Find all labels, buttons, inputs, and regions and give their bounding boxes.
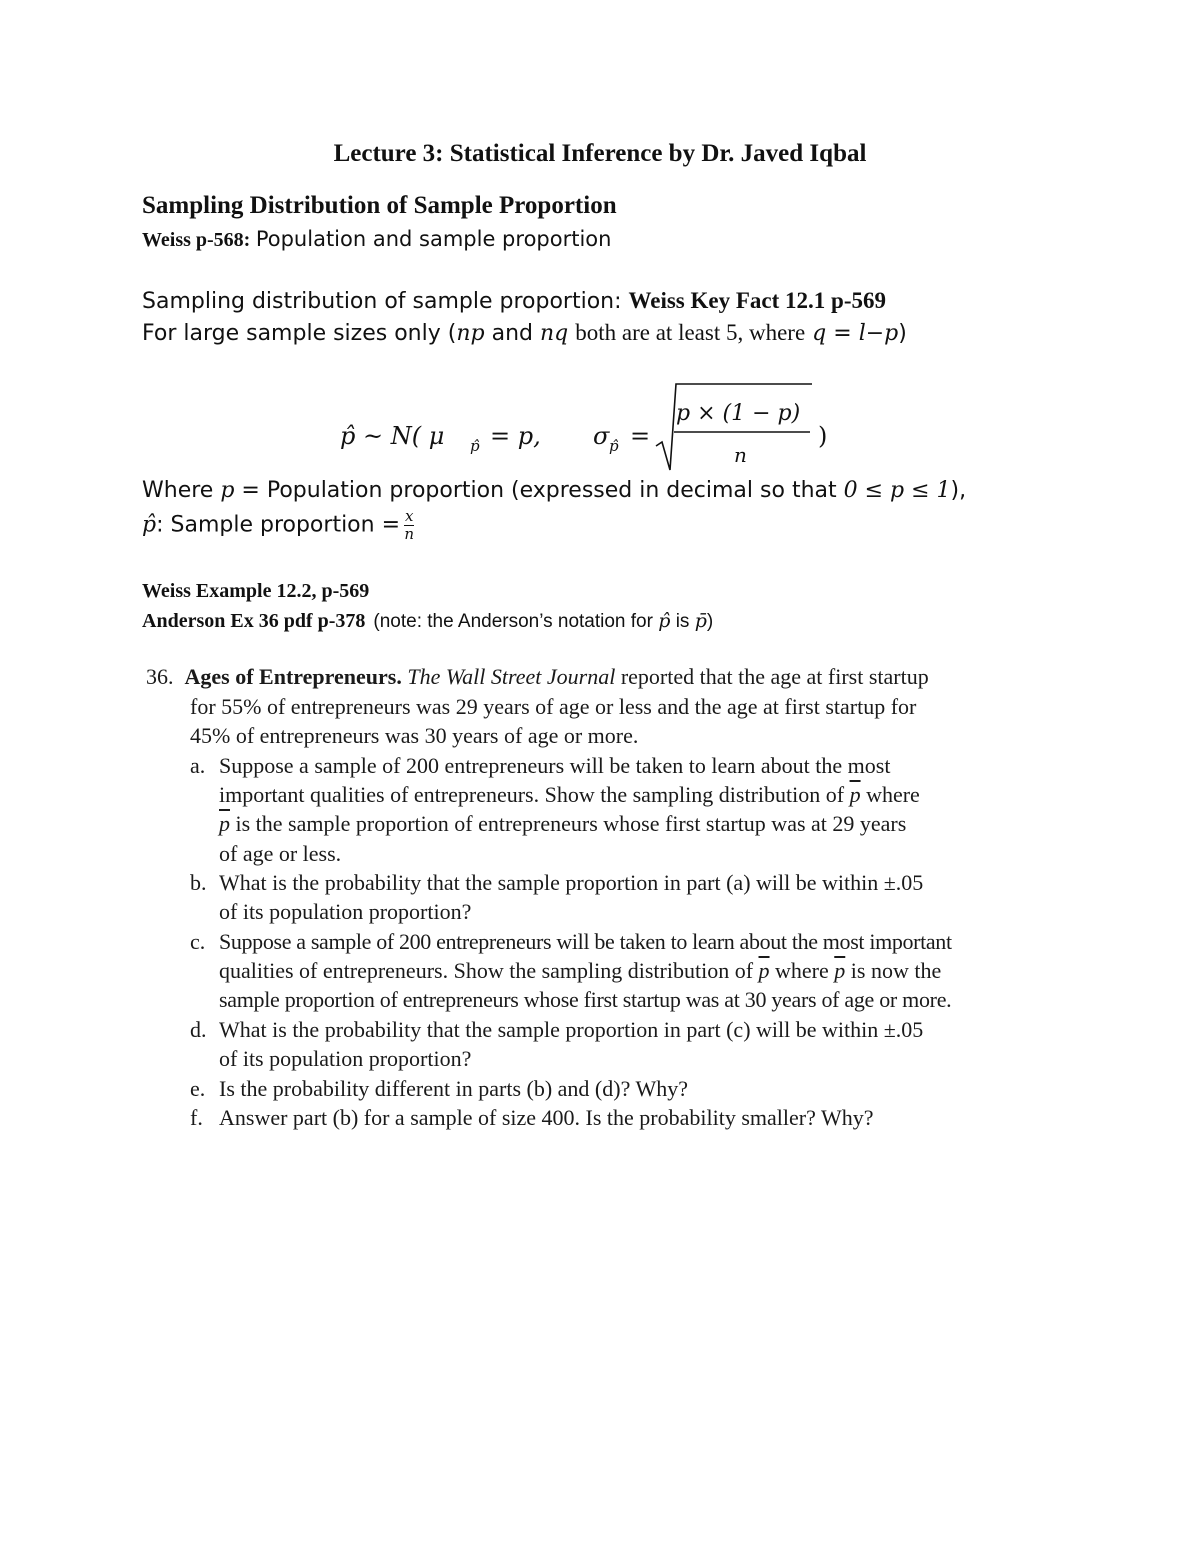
anderson-note-prefix: (note: the Anderson’s notation for xyxy=(373,611,653,632)
part-a-line-2-text: important qualities of entrepreneurs. Show the sampling distribution of xyxy=(219,782,845,807)
part-f-label: f. xyxy=(190,1105,203,1130)
formula-numerator: p × (1 − p) xyxy=(676,401,801,426)
part-c-line-2-text: qualities of entrepreneurs. Show the sampling distribution of xyxy=(219,958,754,983)
formula-mean-equals: = p, xyxy=(490,422,541,450)
exercise-intro-2: for 55% of entrepreneurs was 29 years of age or less and the age at first startup for xyxy=(190,694,917,719)
exercise-36-header xyxy=(146,664,929,690)
part-c-pbar: $\overline{p}$ xyxy=(758,958,770,983)
part-c-is-now: is now the xyxy=(850,958,942,983)
phat-denominator: n xyxy=(404,525,415,543)
key-fact-line xyxy=(142,288,886,314)
exercise-number: 36. xyxy=(146,664,174,689)
where-text-3: ), xyxy=(950,478,967,503)
anderson-note-pbar: p̄ xyxy=(694,610,707,632)
formula-denominator: n xyxy=(734,443,747,467)
where-p-definition xyxy=(142,478,966,503)
condition-np: np xyxy=(456,321,485,346)
where-text-1: Where xyxy=(142,478,214,503)
where-text-2: = Population proportion (expressed in decimal so that xyxy=(241,478,837,503)
part-b-line-1: What is the probability that the sample proportion in part (a) will be within ±.05 xyxy=(219,870,924,895)
condition-text-2: and xyxy=(491,321,533,346)
part-c-line-3: sample proportion of entrepreneurs whose first startup was at 30 years of age or more. xyxy=(219,987,952,1012)
phat-text: : Sample proportion = xyxy=(156,512,401,538)
where-inequality: 0 ≤ p ≤ 1 xyxy=(843,478,951,503)
formula-svg xyxy=(0,380,1200,475)
condition-equals: = xyxy=(833,321,852,346)
section-heading: Sampling Distribution of Sample Proportion xyxy=(142,192,617,219)
anderson-note-close: ) xyxy=(706,611,714,632)
part-a-pbar-2: $\overline{p}$ xyxy=(219,811,230,836)
part-a-line-2 xyxy=(219,782,920,808)
formula-sigma-equals: = xyxy=(630,422,651,450)
anderson-reference-line xyxy=(142,610,713,633)
part-e-line-1: Is the probability different in parts (b) and (d)? Why? xyxy=(219,1076,688,1101)
sampling-distribution-formula xyxy=(0,380,1200,475)
part-a-label: a. xyxy=(190,753,206,778)
part-c-line-2 xyxy=(219,958,941,984)
part-c-where: where xyxy=(775,958,829,983)
weiss-example-reference: Weiss Example 12.2, p-569 xyxy=(142,580,370,602)
part-a-line-1: Suppose a sample of 200 entrepreneurs will be taken to learn about the most xyxy=(219,753,891,778)
phat-symbol: p̂ xyxy=(142,512,157,538)
formula-sigma-subscript: p̂ xyxy=(609,437,619,455)
anderson-note xyxy=(373,611,713,632)
part-e-label: e. xyxy=(190,1076,206,1101)
part-a-line-3-text: is the sample proportion of entrepreneurs whose first startup was at 29 years xyxy=(235,811,907,836)
part-a-line-3 xyxy=(219,811,906,837)
exercise-intro-3: 45% of entrepreneurs was 30 years of age or more. xyxy=(190,723,639,748)
part-b-label: b. xyxy=(190,870,207,895)
large-sample-condition xyxy=(142,320,907,346)
condition-text-3: both are at least 5, where xyxy=(575,320,806,345)
part-c-line-1: Suppose a sample of 200 entrepreneurs will be taken to learn about the most important xyxy=(219,929,952,954)
weiss-reference-text: Population and sample proportion xyxy=(255,227,612,251)
condition-nq: nq xyxy=(539,321,569,346)
formula-lhs: p̂ ~ N( μ xyxy=(340,422,445,450)
condition-text-1: For large sample sizes only ( xyxy=(142,321,457,346)
weiss-reference-label: Weiss p-568: xyxy=(142,229,251,251)
exercise-intro-1: reported that the age at first startup xyxy=(620,664,929,689)
where-p: p xyxy=(220,478,235,503)
part-d-line-2: of its population proportion? xyxy=(219,1046,472,1071)
formula-mu-subscript: p̂ xyxy=(470,437,480,455)
condition-close: ) xyxy=(898,321,907,346)
phat-definition xyxy=(142,508,414,543)
part-f-line-1: Answer part (b) for a sample of size 400. Is the probability smaller? Why? xyxy=(219,1105,874,1130)
part-d-line-1: What is the probability that the sample proportion in part (c) will be within ±.05 xyxy=(219,1017,924,1042)
phat-fraction xyxy=(404,508,414,543)
formula-close-paren: ) xyxy=(818,422,828,450)
part-b-line-2: of its population proportion? xyxy=(219,899,472,924)
anderson-note-is: is xyxy=(675,611,690,632)
phat-numerator: x xyxy=(405,507,414,525)
part-a-where: where xyxy=(866,782,920,807)
anderson-note-phat: p̂ xyxy=(658,610,671,632)
part-d-label: d. xyxy=(190,1017,207,1042)
part-c-pbar-2: $\overline{p}$ xyxy=(834,958,846,983)
weiss-reference-line xyxy=(142,226,611,252)
condition-rhs: l−p xyxy=(858,321,899,346)
part-c-label: c. xyxy=(190,929,206,954)
part-a-pbar: $\overline{p}$ xyxy=(849,782,861,807)
page-title: Lecture 3: Statistical Inference by Dr. Javed Iqbal xyxy=(333,140,867,167)
exercise-journal: The Wall Street Journal xyxy=(407,664,616,689)
formula-sigma: σ xyxy=(593,422,610,450)
anderson-reference-label: Anderson Ex 36 pdf p-378 xyxy=(142,610,366,632)
exercise-heading: Ages of Entrepreneurs. xyxy=(184,664,402,689)
key-fact-reference: Weiss Key Fact 12.1 p-569 xyxy=(628,288,886,313)
part-a-line-4: of age or less. xyxy=(219,841,342,866)
condition-q: q xyxy=(812,321,827,346)
key-fact-prefix: Sampling distribution of sample proportion: xyxy=(142,289,622,314)
